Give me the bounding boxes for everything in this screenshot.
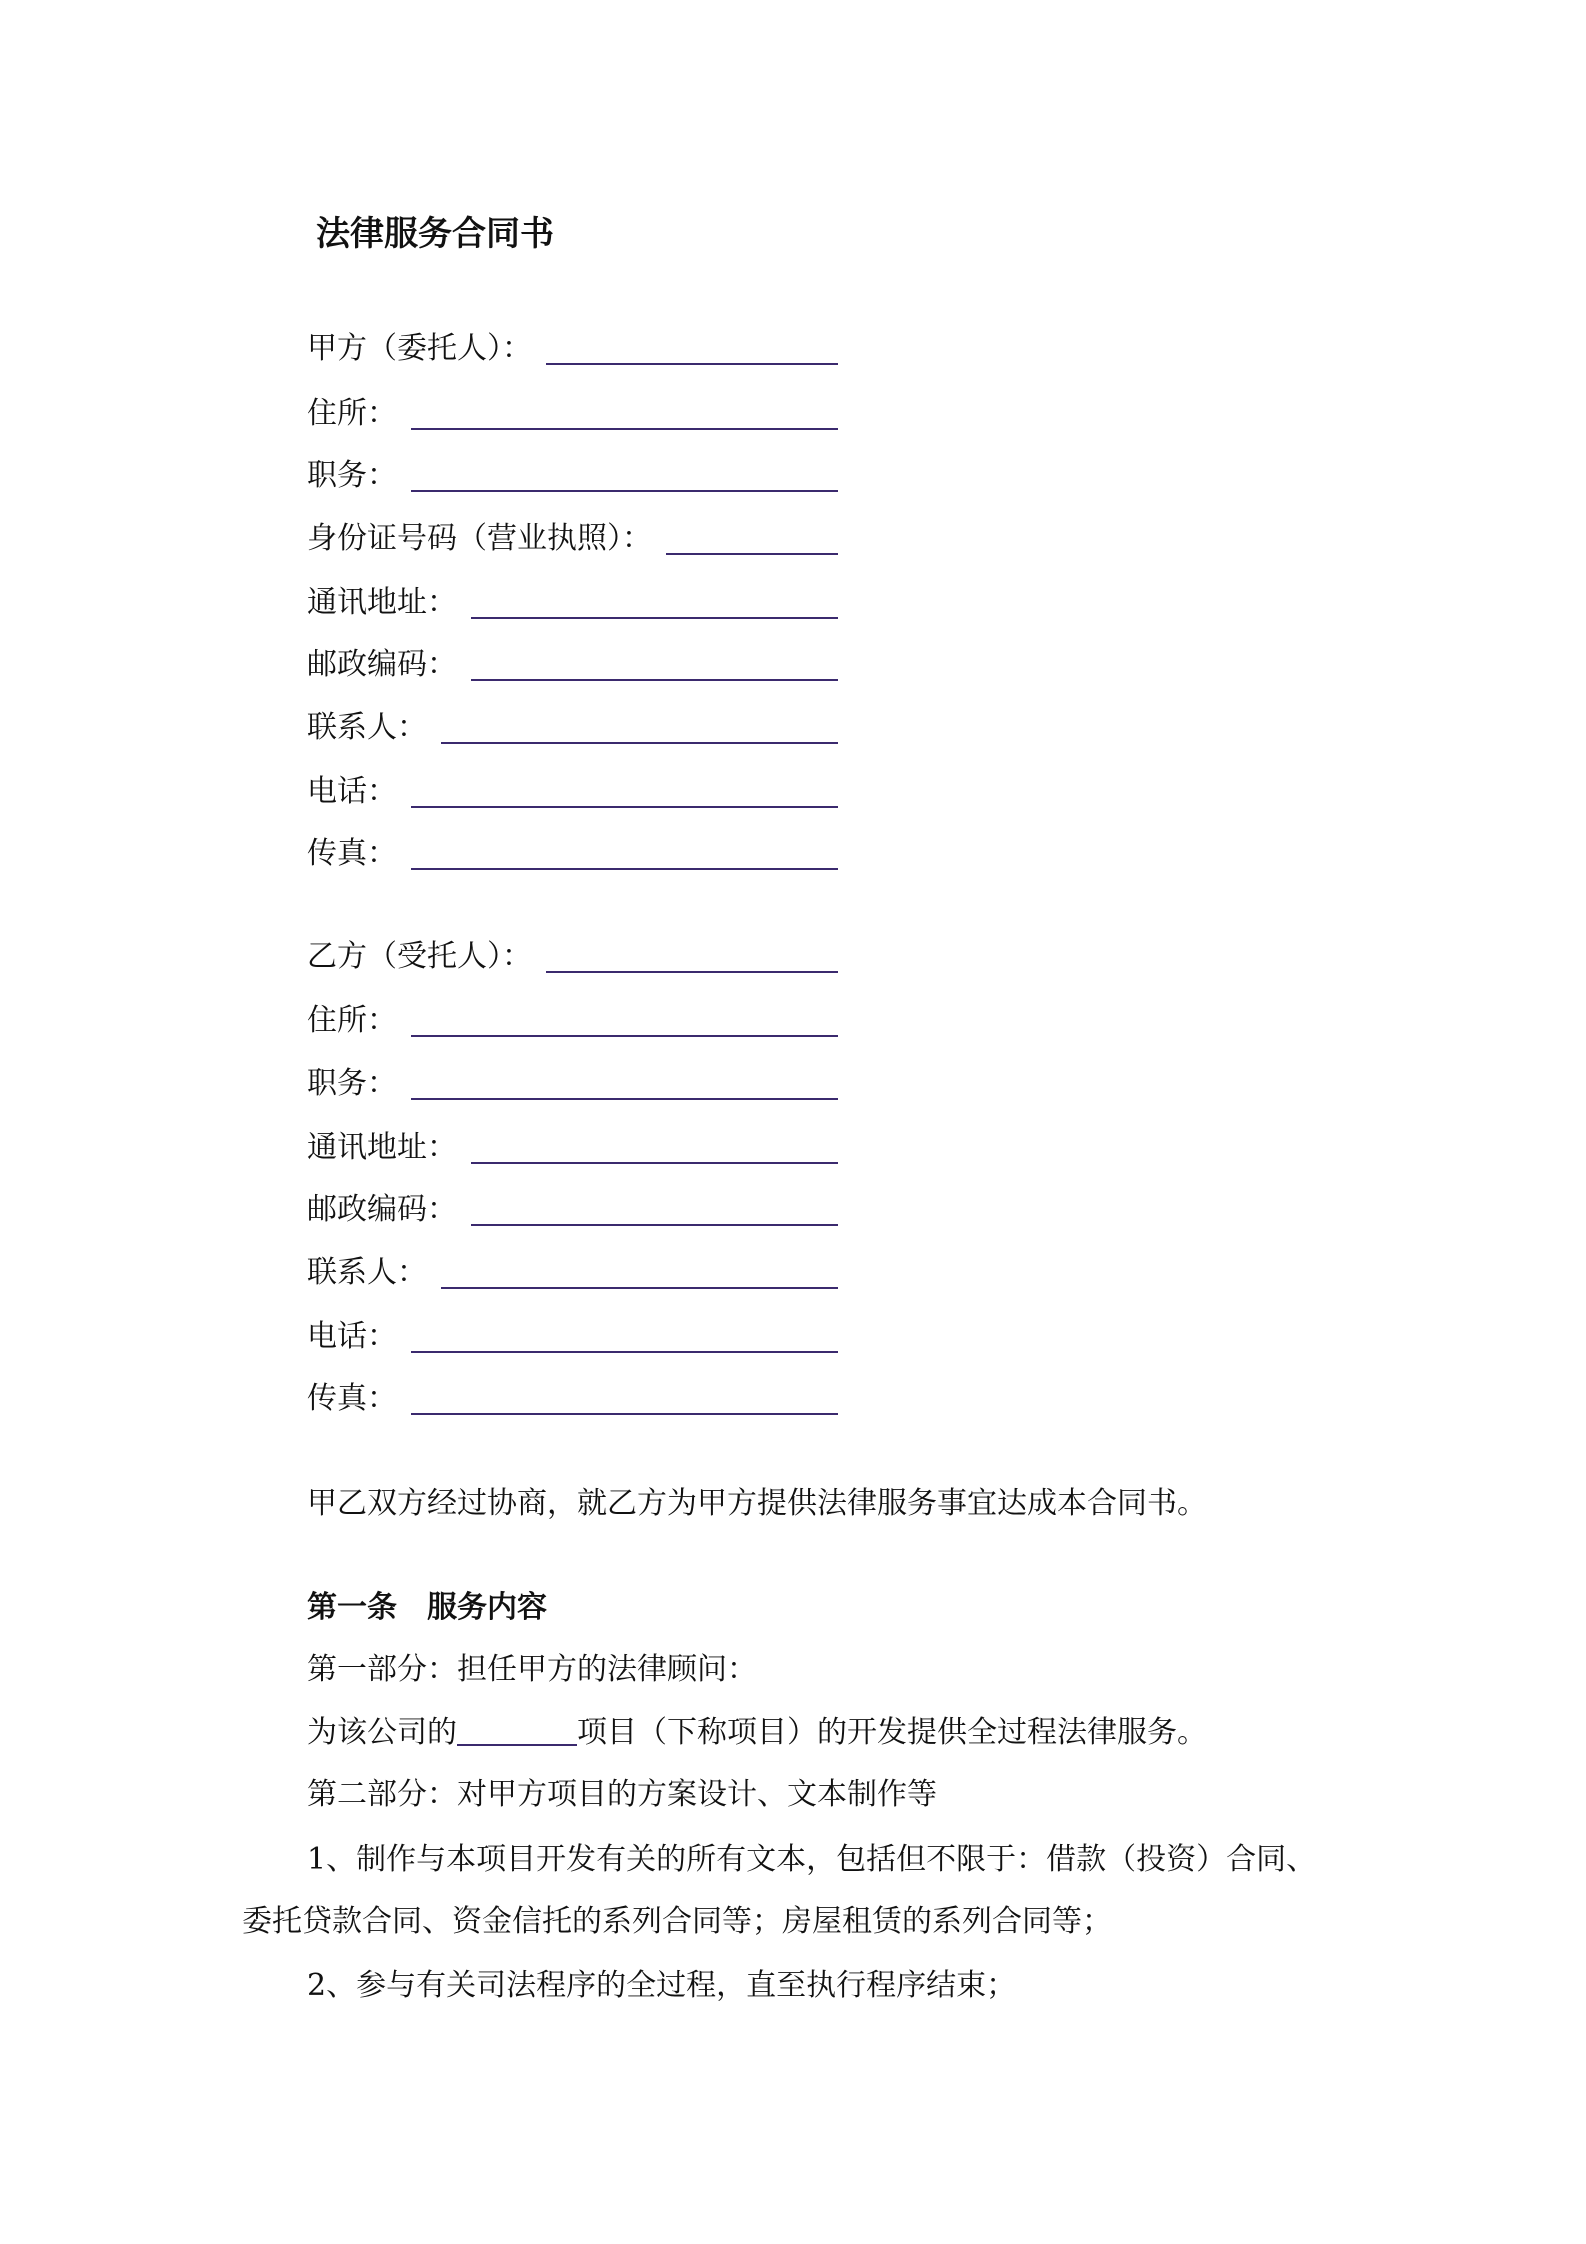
field-blank-line[interactable] [546, 941, 838, 973]
field-label: 身份证号码（营业执照）： [307, 521, 652, 556]
item-1-line-1: 1、制作与本项目开发有关的所有文本，包括但不限于：借款（投资）合同、 [307, 1842, 1317, 1877]
part-1-line [307, 1713, 1207, 1753]
field-blank-line[interactable] [411, 398, 838, 430]
project-name-blank[interactable] [457, 1716, 577, 1746]
field-label: 甲方（委托人）： [307, 331, 532, 366]
party_b-field-row [307, 1064, 838, 1104]
item-1-line-2: 委托贷款合同、资金信托的系列合同等；房屋租赁的系列合同等； [242, 1904, 1112, 1939]
field-label: 通讯地址： [307, 585, 457, 620]
party_a-field-row [307, 519, 838, 559]
field-blank-line[interactable] [471, 1132, 838, 1164]
field-label: 电话： [307, 1319, 397, 1354]
field-blank-line[interactable] [411, 1068, 838, 1100]
field-blank-line[interactable] [441, 712, 838, 744]
field-label: 职务： [307, 458, 397, 493]
party_a-field-row [307, 772, 838, 812]
party_a-field-row [307, 645, 838, 685]
party_a-field-row [307, 834, 838, 874]
field-blank-line[interactable] [546, 333, 838, 365]
field-label: 职务： [307, 1066, 397, 1101]
party_b-field-row [307, 1317, 838, 1357]
field-blank-line[interactable] [411, 1383, 838, 1415]
field-label: 联系人： [307, 710, 427, 745]
field-blank-line[interactable] [441, 1257, 838, 1289]
party_b-field-row [307, 1190, 838, 1230]
party_b-field-row [307, 937, 838, 977]
item-2-text: 2、参与有关司法程序的全过程，直至执行程序结束； [307, 1968, 1017, 2003]
field-label: 传真： [307, 1381, 397, 1416]
field-label: 传真： [307, 836, 397, 871]
article-1-heading: 第一条 服务内容 [307, 1590, 547, 1625]
field-blank-line[interactable] [411, 1321, 838, 1353]
intro-paragraph: 甲乙双方经过协商，就乙方为甲方提供法律服务事宜达成本合同书。 [307, 1486, 1207, 1521]
field-blank-line[interactable] [411, 838, 838, 870]
field-label: 电话： [307, 774, 397, 809]
field-blank-line[interactable] [471, 1194, 838, 1226]
field-label: 邮政编码： [307, 647, 457, 682]
party_a-field-row [307, 394, 838, 434]
party_b-field-row [307, 1379, 838, 1419]
field-blank-line[interactable] [411, 776, 838, 808]
field-blank-line[interactable] [411, 460, 838, 492]
party_a-field-row [307, 329, 838, 369]
document-title: 法律服务合同书 [316, 214, 554, 254]
field-label: 乙方（受托人）： [307, 939, 532, 974]
part-1-text: 第一部分：担任甲方的法律顾问： [307, 1652, 757, 1687]
field-label: 住所： [307, 1003, 397, 1038]
party_b-field-row [307, 1001, 838, 1041]
party_a-field-row [307, 456, 838, 496]
part-1-line-pre: 为该公司的 [307, 1715, 457, 1750]
field-label: 联系人： [307, 1255, 427, 1290]
part-1-line-post: 项目（下称项目）的开发提供全过程法律服务。 [577, 1715, 1207, 1750]
party_b-field-row [307, 1253, 838, 1293]
field-blank-line[interactable] [471, 649, 838, 681]
field-blank-line[interactable] [471, 587, 838, 619]
field-label: 通讯地址： [307, 1130, 457, 1165]
field-blank-line[interactable] [666, 523, 838, 555]
field-label: 住所： [307, 396, 397, 431]
part-2-text: 第二部分：对甲方项目的方案设计、文本制作等 [307, 1777, 937, 1812]
party_a-field-row [307, 583, 838, 623]
party_b-field-row [307, 1128, 838, 1168]
field-blank-line[interactable] [411, 1005, 838, 1037]
party_a-field-row [307, 708, 838, 748]
field-label: 邮政编码： [307, 1192, 457, 1227]
